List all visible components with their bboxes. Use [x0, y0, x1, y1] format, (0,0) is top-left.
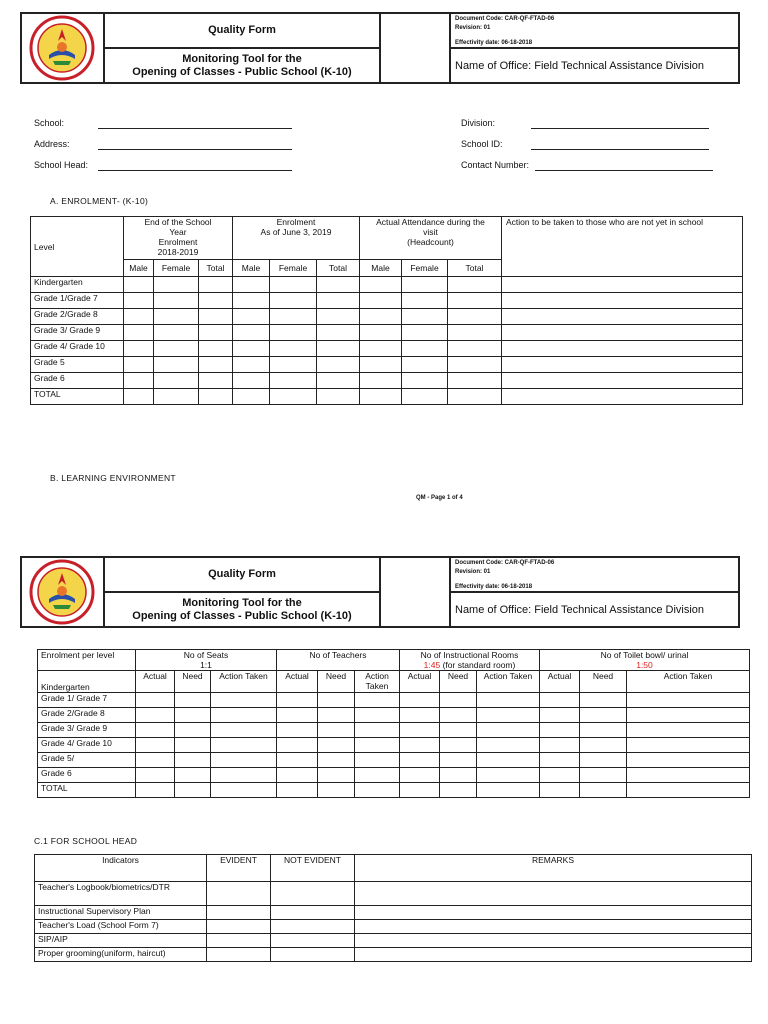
row-label: Teacher's Logbook/biometrics/DTR [35, 882, 207, 906]
table-row [38, 753, 750, 768]
row-label: Grade 1/ Grade 7 [38, 693, 136, 708]
input-cell[interactable] [270, 277, 317, 293]
input-cell[interactable] [207, 948, 271, 962]
input-cell[interactable] [124, 357, 154, 373]
input-cell[interactable] [355, 948, 752, 962]
input-cell[interactable] [207, 906, 271, 920]
row-label: SIP/AIP [35, 934, 207, 948]
input-cell[interactable] [580, 738, 627, 753]
document-info: Document Code: CAR-QF-FTAD-06 Revision: 01 Effectivity date: 06-18-2018 [450, 556, 740, 592]
input-cell[interactable] [154, 357, 199, 373]
input-cell[interactable] [540, 723, 580, 738]
input-cell[interactable] [154, 309, 199, 325]
quality-form-title: Quality Form [104, 556, 380, 592]
input-cell[interactable] [318, 783, 355, 798]
section-a-title: A. ENROLMENT- (K-10) [50, 196, 149, 206]
input-cell[interactable] [355, 783, 400, 798]
input-cell[interactable] [448, 373, 502, 389]
input-cell[interactable] [355, 738, 400, 753]
input-cell[interactable] [199, 309, 233, 325]
row-label: Grade 3/ Grade 9 [38, 723, 136, 738]
input-cell[interactable] [502, 309, 743, 325]
input-cell[interactable] [477, 723, 540, 738]
deped-seal-icon [29, 15, 95, 81]
input-cell[interactable] [136, 753, 175, 768]
input-cell[interactable] [440, 723, 477, 738]
input-cell[interactable] [440, 738, 477, 753]
eoy-header: End of the School Year Enrolment 2018-2019 [124, 217, 233, 260]
input-cell[interactable] [400, 738, 440, 753]
input-cell[interactable] [270, 293, 317, 309]
row-label: Grade 6 [38, 768, 136, 783]
input-cell[interactable] [175, 768, 211, 783]
input-cell[interactable] [271, 948, 355, 962]
input-cell[interactable] [317, 309, 360, 325]
form-header-page2 [20, 556, 740, 628]
input-cell[interactable] [627, 783, 750, 798]
input-cell[interactable] [355, 708, 400, 723]
input-cell[interactable] [136, 768, 175, 783]
input-cell[interactable] [477, 708, 540, 723]
row-label: Grade 3/ Grade 9 [31, 325, 124, 341]
table-row [31, 325, 743, 341]
remarks-header: REMARKS [355, 855, 752, 882]
table-row [35, 882, 752, 906]
table-row [35, 948, 752, 962]
input-cell[interactable] [402, 357, 448, 373]
input-cell[interactable] [402, 341, 448, 357]
input-cell[interactable] [402, 325, 448, 341]
input-cell[interactable] [211, 723, 277, 738]
input-cell[interactable] [360, 293, 402, 309]
input-cell[interactable] [154, 293, 199, 309]
monitoring-tool-title: Monitoring Tool for the Opening of Classes - Public School (K-10) [104, 48, 380, 84]
input-cell[interactable] [502, 357, 743, 373]
quality-form-title: Quality Form [104, 12, 380, 48]
input-cell[interactable] [154, 277, 199, 293]
address-field[interactable] [98, 149, 292, 150]
input-cell[interactable] [211, 768, 277, 783]
input-cell[interactable] [317, 325, 360, 341]
table-row [35, 920, 752, 934]
input-cell[interactable] [360, 277, 402, 293]
input-cell[interactable] [400, 768, 440, 783]
input-cell[interactable] [211, 708, 277, 723]
row-label: Grade 2/Grade 8 [38, 708, 136, 723]
division-field[interactable] [531, 128, 709, 129]
table-row [38, 768, 750, 783]
input-cell[interactable] [199, 341, 233, 357]
input-cell[interactable] [317, 373, 360, 389]
school-head-label: School Head: [34, 160, 89, 170]
input-cell[interactable] [175, 753, 211, 768]
enrolment-table: Level End of the School Year Enrolment 2018-2019 Enrolment As of June 3, 2019 Actual Attendance during the visit (Headcount) Action to be taken to those who are not yet in school Male Female Total Male Female Total Male Female Total Kindergarten Grade 1/Grade 7 Grade 2/Grade 8 Grade 3/ Grade 9 Grade 4/ Grade 10 Grade 5 Grade 6 TOTAL [30, 216, 743, 405]
input-cell[interactable] [136, 783, 175, 798]
input-cell[interactable] [233, 309, 270, 325]
enrolment-june-header: Enrolment As of June 3, 2019 [233, 217, 360, 260]
input-cell[interactable] [317, 341, 360, 357]
input-cell[interactable] [207, 882, 271, 906]
input-cell[interactable] [199, 277, 233, 293]
input-cell[interactable] [502, 373, 743, 389]
input-cell[interactable] [440, 768, 477, 783]
input-cell[interactable] [502, 389, 743, 405]
input-cell[interactable] [477, 768, 540, 783]
school-field[interactable] [98, 128, 292, 129]
input-cell[interactable] [199, 357, 233, 373]
input-cell[interactable] [400, 708, 440, 723]
input-cell[interactable] [440, 708, 477, 723]
row-label: TOTAL [38, 783, 136, 798]
input-cell[interactable] [175, 723, 211, 738]
input-cell[interactable] [627, 738, 750, 753]
division-label: Division: [461, 118, 496, 128]
input-cell[interactable] [448, 277, 502, 293]
row-label: Grade 5/ [38, 753, 136, 768]
input-cell[interactable] [540, 693, 580, 708]
input-cell[interactable] [360, 341, 402, 357]
input-cell[interactable] [580, 693, 627, 708]
table-row [31, 293, 743, 309]
input-cell[interactable] [277, 768, 318, 783]
input-cell[interactable] [136, 723, 175, 738]
input-cell[interactable] [175, 738, 211, 753]
section-b-title: B. LEARNING ENVIRONMENT [50, 473, 176, 483]
input-cell[interactable] [136, 738, 175, 753]
input-cell[interactable] [477, 783, 540, 798]
table-row [38, 723, 750, 738]
input-cell[interactable] [448, 357, 502, 373]
input-cell[interactable] [502, 341, 743, 357]
indicators-header: Indicators [35, 855, 207, 882]
input-cell[interactable] [360, 325, 402, 341]
input-cell[interactable] [627, 708, 750, 723]
input-cell[interactable] [360, 373, 402, 389]
office-name: Name of Office: Field Technical Assistance Division [450, 48, 740, 84]
input-cell[interactable] [318, 753, 355, 768]
input-cell[interactable] [355, 693, 400, 708]
input-cell[interactable] [277, 753, 318, 768]
input-cell[interactable] [402, 373, 448, 389]
row-label: Instructional Supervisory Plan [35, 906, 207, 920]
input-cell[interactable] [211, 783, 277, 798]
page-footer: QM - Page 1 of 4 [416, 495, 463, 501]
input-cell[interactable] [477, 693, 540, 708]
seats-header: No of Seats 1:1 [136, 650, 277, 671]
input-cell[interactable] [318, 693, 355, 708]
input-cell[interactable] [318, 723, 355, 738]
input-cell[interactable] [317, 389, 360, 405]
input-cell[interactable] [477, 753, 540, 768]
input-cell[interactable] [233, 277, 270, 293]
table-row [31, 373, 743, 389]
input-cell[interactable] [136, 693, 175, 708]
school-label: School: [34, 118, 65, 128]
row-label: Proper grooming(uniform, haircut) [35, 948, 207, 962]
input-cell[interactable] [448, 389, 502, 405]
input-cell[interactable] [355, 753, 400, 768]
input-cell[interactable] [580, 753, 627, 768]
document-info: Document Code: CAR-QF-FTAD-06 Revision: 01 Effectivity date: 06-18-2018 [450, 12, 740, 48]
input-cell[interactable] [270, 325, 317, 341]
input-cell[interactable] [199, 293, 233, 309]
input-cell[interactable] [270, 357, 317, 373]
table-row [35, 906, 752, 920]
row-label: Teacher's Load (School Form 7) [35, 920, 207, 934]
input-cell[interactable] [402, 389, 448, 405]
row-label: Grade 4/ Grade 10 [38, 738, 136, 753]
input-cell[interactable] [271, 920, 355, 934]
input-cell[interactable] [400, 753, 440, 768]
monitoring-tool-title: Monitoring Tool for the Opening of Classes - Public School (K-10) [104, 592, 380, 628]
enrolment-per-level-header: Enrolment per level [38, 650, 136, 671]
input-cell[interactable] [360, 357, 402, 373]
input-cell[interactable] [233, 293, 270, 309]
input-cell[interactable] [233, 389, 270, 405]
input-cell[interactable] [175, 783, 211, 798]
input-cell[interactable] [317, 293, 360, 309]
input-cell[interactable] [233, 357, 270, 373]
form-header [20, 12, 740, 84]
input-cell[interactable] [540, 738, 580, 753]
input-cell[interactable] [233, 325, 270, 341]
input-cell[interactable] [207, 934, 271, 948]
input-cell[interactable] [318, 708, 355, 723]
input-cell[interactable] [277, 738, 318, 753]
not-evident-header: NOT EVIDENT [271, 855, 355, 882]
evident-header: EVIDENT [207, 855, 271, 882]
input-cell[interactable] [318, 768, 355, 783]
table-row [31, 357, 743, 373]
address-label: Address: [34, 139, 70, 149]
input-cell[interactable] [175, 708, 211, 723]
input-cell[interactable] [440, 783, 477, 798]
deped-logo [20, 12, 104, 84]
input-cell[interactable] [233, 373, 270, 389]
input-cell[interactable] [154, 373, 199, 389]
table-row [35, 934, 752, 948]
input-cell[interactable] [277, 693, 318, 708]
input-cell[interactable] [540, 753, 580, 768]
input-cell[interactable] [124, 341, 154, 357]
input-cell[interactable] [124, 389, 154, 405]
input-cell[interactable] [502, 293, 743, 309]
input-cell[interactable] [124, 277, 154, 293]
input-cell[interactable] [199, 373, 233, 389]
row-label: Grade 1/Grade 7 [31, 293, 124, 309]
input-cell[interactable] [402, 309, 448, 325]
input-cell[interactable] [277, 783, 318, 798]
input-cell[interactable] [199, 325, 233, 341]
input-cell[interactable] [400, 783, 440, 798]
input-cell[interactable] [627, 693, 750, 708]
input-cell[interactable] [402, 277, 448, 293]
input-cell[interactable] [211, 738, 277, 753]
input-cell[interactable] [211, 693, 277, 708]
input-cell[interactable] [271, 906, 355, 920]
contact-field[interactable] [535, 170, 713, 171]
action-header: Action to be taken to those who are not yet in school [502, 217, 743, 277]
input-cell[interactable] [402, 293, 448, 309]
input-cell[interactable] [448, 293, 502, 309]
input-cell[interactable] [440, 693, 477, 708]
table-row [31, 341, 743, 357]
input-cell[interactable] [355, 882, 752, 906]
input-cell[interactable] [355, 906, 752, 920]
input-cell[interactable] [270, 389, 317, 405]
input-cell[interactable] [627, 768, 750, 783]
school-head-field[interactable] [98, 170, 292, 171]
row-label: Grade 5 [31, 357, 124, 373]
input-cell[interactable] [580, 783, 627, 798]
input-cell[interactable] [355, 934, 752, 948]
input-cell[interactable] [448, 325, 502, 341]
input-cell[interactable] [318, 738, 355, 753]
office-name: Name of Office: Field Technical Assistance Division [450, 592, 740, 628]
input-cell[interactable] [400, 693, 440, 708]
input-cell[interactable] [580, 723, 627, 738]
input-cell[interactable] [502, 277, 743, 293]
input-cell[interactable] [580, 768, 627, 783]
input-cell[interactable] [124, 293, 154, 309]
input-cell[interactable] [270, 341, 317, 357]
input-cell[interactable] [317, 277, 360, 293]
input-cell[interactable] [355, 723, 400, 738]
row-label: Kindergarten [31, 277, 124, 293]
input-cell[interactable] [277, 723, 318, 738]
input-cell[interactable] [540, 783, 580, 798]
table-row [38, 738, 750, 753]
input-cell[interactable] [277, 708, 318, 723]
input-cell[interactable] [502, 325, 743, 341]
toilet-header: No of Toilet bowl/ urinal 1:50 [540, 650, 750, 671]
input-cell[interactable] [124, 373, 154, 389]
input-cell[interactable] [355, 768, 400, 783]
input-cell[interactable] [271, 934, 355, 948]
input-cell[interactable] [124, 325, 154, 341]
input-cell[interactable] [154, 325, 199, 341]
deped-seal-icon [29, 559, 95, 625]
table-row [38, 693, 750, 708]
input-cell[interactable] [440, 753, 477, 768]
input-cell[interactable] [270, 309, 317, 325]
input-cell[interactable] [627, 753, 750, 768]
table-row [38, 783, 750, 798]
input-cell[interactable] [154, 341, 199, 357]
input-cell[interactable] [317, 357, 360, 373]
input-cell[interactable] [477, 738, 540, 753]
input-cell[interactable] [448, 341, 502, 357]
table-row [31, 277, 743, 293]
input-cell[interactable] [136, 708, 175, 723]
contact-label: Contact Number: [461, 160, 530, 170]
input-cell[interactable] [211, 753, 277, 768]
input-cell[interactable] [175, 693, 211, 708]
input-cell[interactable] [124, 309, 154, 325]
input-cell[interactable] [154, 389, 199, 405]
row-label: Grade 2/Grade 8 [31, 309, 124, 325]
table-row [31, 389, 743, 405]
input-cell[interactable] [448, 309, 502, 325]
school-id-field[interactable] [531, 149, 709, 150]
input-cell[interactable] [271, 882, 355, 906]
row-label: Grade 6 [31, 373, 124, 389]
school-id-label: School ID: [461, 139, 503, 149]
input-cell[interactable] [360, 389, 402, 405]
teachers-header: No of Teachers [277, 650, 400, 671]
input-cell[interactable] [627, 723, 750, 738]
table-row [38, 708, 750, 723]
rooms-header: No of Instructional Rooms 1:45 (for standard room) [400, 650, 540, 671]
row-label: TOTAL [31, 389, 124, 405]
school-head-table [34, 854, 752, 962]
input-cell[interactable] [400, 723, 440, 738]
input-cell[interactable] [360, 309, 402, 325]
input-cell[interactable] [355, 920, 752, 934]
input-cell[interactable] [270, 373, 317, 389]
input-cell[interactable] [207, 920, 271, 934]
row-label: Grade 4/ Grade 10 [31, 341, 124, 357]
input-cell[interactable] [199, 389, 233, 405]
section-c1-title: C.1 FOR SCHOOL HEAD [34, 836, 138, 846]
table-row [31, 309, 743, 325]
learning-environment-table: Enrolment per level No of Seats 1:1 No of Teachers No of Instructional Rooms 1:45 (for standard room) No of Toilet bowl/ urinal 1:50 Kindergarten Actual Need Action Taken Actual Need Action Taken Actual Need Action Taken Actual Need Action Taken Grade 1/ Grade 7 Grade 2/Grade 8 Grade 3/ Grade 9 Grade 4/ Grade 10 Grade 5/ Grade 6 TOTAL [37, 649, 750, 798]
input-cell[interactable] [540, 708, 580, 723]
deped-logo [20, 556, 104, 628]
input-cell[interactable] [580, 708, 627, 723]
input-cell[interactable] [540, 768, 580, 783]
level-header: Level [31, 217, 124, 277]
actual-attendance-header: Actual Attendance during the visit (Headcount) [360, 217, 502, 260]
input-cell[interactable] [233, 341, 270, 357]
